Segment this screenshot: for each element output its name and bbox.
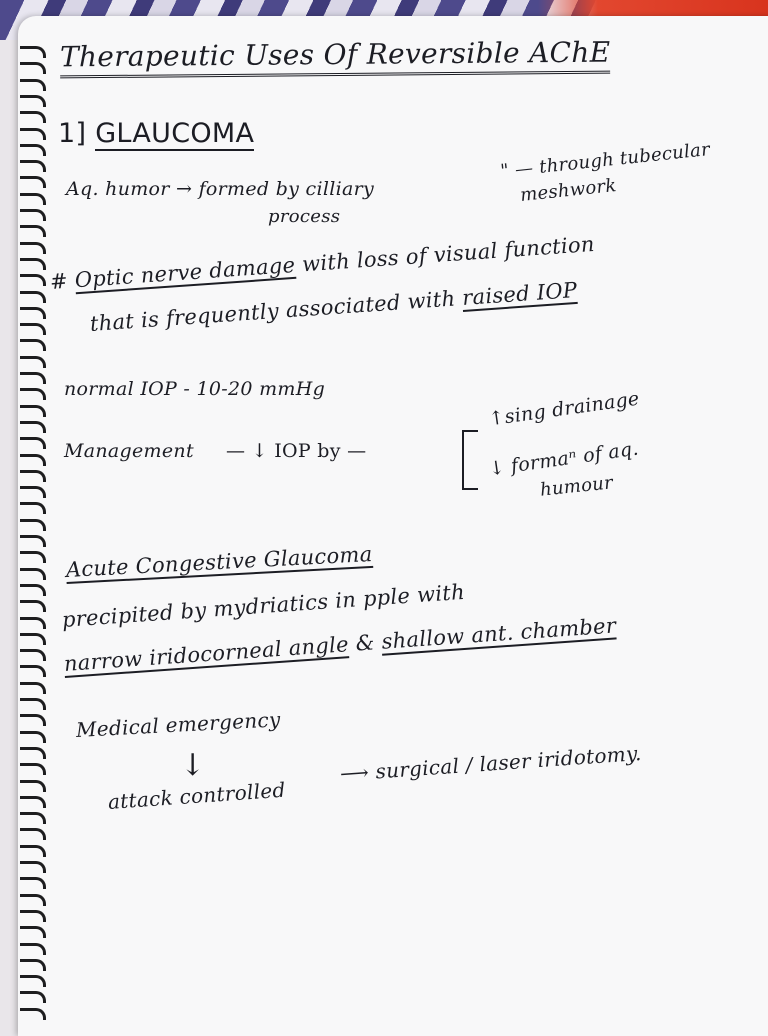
spiral-ring xyxy=(20,828,46,840)
section-number: 1] xyxy=(58,118,87,149)
spiral-ring xyxy=(20,861,46,873)
spiral-ring xyxy=(20,274,46,286)
spiral-ring xyxy=(20,128,46,140)
acute-line1: precipited by mydriatics in pple with xyxy=(61,579,466,632)
spiral-ring xyxy=(20,1008,46,1020)
optic-nerve-rest: with loss of visual function xyxy=(294,231,596,277)
shallow-chamber-underlined: shallow ant. chamber xyxy=(380,613,617,654)
spiral-ring xyxy=(20,991,46,1003)
spiral-ring xyxy=(20,95,46,107)
spiral-ring xyxy=(20,812,46,824)
management-drainage: ↑sing drainage xyxy=(487,387,641,431)
normal-iop-line: normal IOP - 10-20 mmHg xyxy=(64,378,326,400)
spiral-ring xyxy=(20,258,46,270)
spiral-ring xyxy=(20,486,46,498)
spiral-ring xyxy=(20,356,46,368)
aq-process-word: process xyxy=(268,206,341,227)
spiral-ring xyxy=(20,160,46,172)
management-humour: humour xyxy=(539,472,614,501)
spiral-ring xyxy=(20,568,46,580)
spiral-binding xyxy=(18,46,52,1036)
spiral-ring xyxy=(20,943,46,955)
spiral-ring xyxy=(20,780,46,792)
management-iop: — ↓ IOP by — xyxy=(226,440,367,462)
section-title: GLAUCOMA xyxy=(95,118,255,149)
aq-meshwork-word: meshwork xyxy=(519,175,618,206)
spiral-ring xyxy=(20,714,46,726)
acute-heading: Acute Congestive Glaucoma xyxy=(65,541,374,582)
hash-mark: # xyxy=(49,268,69,294)
page-title: Therapeutic Uses Of Reversible AChE xyxy=(60,36,611,79)
spiral-ring xyxy=(20,242,46,254)
raised-iop-start: that is frequently associated with xyxy=(89,285,464,336)
spiral-ring xyxy=(20,79,46,91)
spiral-ring xyxy=(20,502,46,514)
spiral-ring xyxy=(20,470,46,482)
spiral-ring xyxy=(20,535,46,547)
spiral-ring xyxy=(20,193,46,205)
spiral-ring xyxy=(20,225,46,237)
spiral-ring xyxy=(20,62,46,74)
spiral-ring xyxy=(20,307,46,319)
spiral-ring xyxy=(20,845,46,857)
spiral-ring xyxy=(20,46,46,58)
spiral-ring xyxy=(20,323,46,335)
management-formation: ↓ formaⁿ of aq. xyxy=(487,437,640,481)
aq-through-text: " — through tubecular xyxy=(499,139,712,182)
medical-emergency: Medical emergency xyxy=(75,707,282,742)
spiral-ring xyxy=(20,519,46,531)
spiral-ring xyxy=(20,372,46,384)
raised-iop-underlined: raised IOP xyxy=(461,277,579,310)
section-heading-glaucoma xyxy=(58,118,254,149)
spiral-ring xyxy=(20,176,46,188)
spiral-ring xyxy=(20,144,46,156)
spiral-ring xyxy=(20,747,46,759)
narrow-angle-underlined: narrow iridocorneal angle xyxy=(63,632,350,676)
spiral-ring xyxy=(20,894,46,906)
spiral-ring xyxy=(20,339,46,351)
spiral-ring xyxy=(20,405,46,417)
spiral-ring xyxy=(20,698,46,710)
attack-controlled: attack controlled xyxy=(107,777,287,814)
spiral-ring xyxy=(20,617,46,629)
management-bracket xyxy=(462,430,478,490)
spiral-ring xyxy=(20,551,46,563)
notebook-page xyxy=(18,16,768,1036)
spiral-ring xyxy=(20,421,46,433)
spiral-ring xyxy=(20,665,46,677)
spiral-ring xyxy=(20,731,46,743)
spiral-ring xyxy=(20,763,46,775)
spiral-ring xyxy=(20,291,46,303)
spiral-ring xyxy=(20,633,46,645)
spiral-ring xyxy=(20,796,46,808)
spiral-ring xyxy=(20,454,46,466)
acute-and: & xyxy=(347,629,383,657)
spiral-ring xyxy=(20,975,46,987)
spiral-ring xyxy=(20,877,46,889)
spiral-ring xyxy=(20,388,46,400)
management-label: Management xyxy=(64,440,194,462)
down-arrow-icon: ↓ xyxy=(180,748,206,783)
spiral-ring xyxy=(20,111,46,123)
aq-humor-line: Aq. humor → formed by cilliary xyxy=(66,178,375,200)
spiral-ring xyxy=(20,649,46,661)
spiral-ring xyxy=(20,584,46,596)
optic-nerve-underlined: Optic nerve damage xyxy=(73,252,297,293)
spiral-ring xyxy=(20,209,46,221)
spiral-ring xyxy=(20,682,46,694)
spiral-ring xyxy=(20,437,46,449)
spiral-ring xyxy=(20,959,46,971)
spiral-ring xyxy=(20,600,46,612)
spiral-ring xyxy=(20,910,46,922)
spiral-ring xyxy=(20,926,46,938)
iridotomy-result: ⟶ surgical / laser iridotomy. xyxy=(339,740,643,786)
